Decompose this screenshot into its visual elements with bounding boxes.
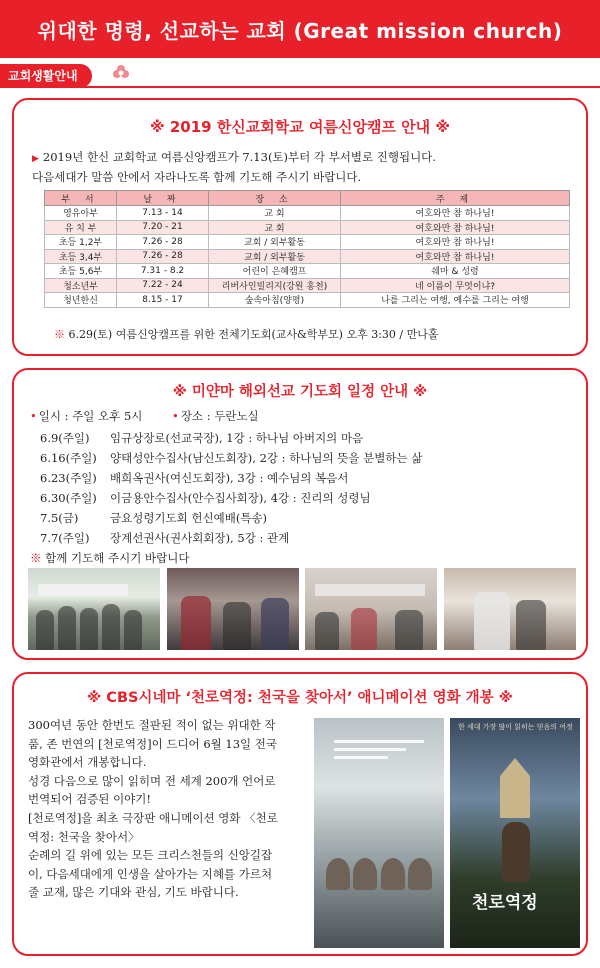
- cell-theme: 여호와만 참 하나님!: [341, 220, 570, 235]
- myanmar-info: [30, 408, 259, 424]
- cell-date: 7.20 - 21: [117, 220, 209, 235]
- table-row: [45, 293, 570, 308]
- myanmar-place: 장소 : 두란노실: [180, 409, 259, 423]
- paragraph-line: 순례의 길 위에 있는 모든 크리스천들의 신앙길잡: [28, 848, 273, 863]
- schedule-date: 6.16(주일): [40, 451, 97, 465]
- schedule-date: 7.7(주일): [40, 531, 90, 545]
- myanmar-heading: ※ 미얀마 해외선교 기도회 일정 안내 ※: [172, 384, 428, 400]
- list-item: [40, 448, 580, 468]
- table-row: [45, 206, 570, 221]
- intro-line-1: 2019년 한신 교회학교 여름신앙캠프가 7.13(토)부터 각 부서별로 진행됩니다.: [42, 150, 436, 164]
- list-item: [40, 468, 580, 488]
- cell-dept: 초등 1,2부: [45, 235, 117, 250]
- summer-camp-box: [12, 98, 588, 356]
- paragraph-line: 300여년 동안 한번도 절판된 적이 없는 위대한 작: [28, 718, 276, 732]
- schedule-date: 6.9(주일): [40, 431, 90, 445]
- cell-place: 숲속아침(양평): [209, 293, 341, 308]
- mission-photo: [28, 568, 160, 650]
- cell-place: 교회 / 외부활동: [209, 235, 341, 250]
- cell-date: 8.15 - 17: [117, 293, 209, 308]
- schedule-text: 배희옥권사(여신도회장), 3강 : 예수님의 복음서: [110, 471, 349, 485]
- header-banner: [0, 0, 600, 58]
- schedule-text: 이금용안수집사(안수집사회장), 4강 : 진리의 성령님: [110, 491, 371, 505]
- table-row: [45, 249, 570, 264]
- movie-poster-back: [314, 718, 444, 948]
- intro-line-2: 다음세대가 말씀 안에서 자라나도록 함께 기도해 주시기 바랍니다.: [32, 170, 362, 184]
- camp-prayer-note: [54, 326, 438, 342]
- list-item: [40, 528, 580, 548]
- cell-theme: 여호와만 참 하나님!: [341, 206, 570, 221]
- cell-place: 어린이 은혜캠프: [209, 264, 341, 279]
- summer-camp-intro: [32, 148, 572, 186]
- list-item: [40, 428, 580, 448]
- cell-date: 7.22 - 24: [117, 278, 209, 293]
- movie-description: [28, 716, 310, 902]
- camp-schedule-table: [44, 190, 570, 308]
- cell-dept: 유 치 부: [45, 220, 117, 235]
- mission-photo: [167, 568, 299, 650]
- column-header: 주 제: [341, 191, 570, 206]
- cell-date: 7.26 - 28: [117, 235, 209, 250]
- myanmar-time: 일시 : 주일 오후 5시: [38, 409, 143, 423]
- cell-place: 리버사인빌리지(강원 홍천): [209, 278, 341, 293]
- movie-heading: ※ CBS시네마 ‘천로역정: 천국을 찾아서’ 애니메이션 영화 개봉 ※: [87, 690, 513, 706]
- prayer-text: 함께 기도해 주시기 바랍니다: [45, 551, 190, 565]
- cell-theme: 여호와만 참 하나님!: [341, 249, 570, 264]
- column-header: 날 짜: [117, 191, 209, 206]
- paragraph-line: 번역되어 검증된 이야기!: [28, 792, 152, 807]
- cell-date: 7.26 - 28: [117, 249, 209, 264]
- myanmar-schedule: [40, 428, 580, 548]
- bullet-icon: •: [172, 409, 179, 423]
- cell-dept: 초등 3,4부: [45, 249, 117, 264]
- section-tag: [0, 64, 600, 88]
- paragraph-line: 성경 다음으로 많이 읽히며 전 세계 200개 언어로: [28, 773, 276, 788]
- table-row: [45, 220, 570, 235]
- table-row: [45, 235, 570, 250]
- list-item: [40, 508, 580, 528]
- cell-theme: 쉐마 & 성령: [341, 264, 570, 279]
- list-item: [40, 488, 580, 508]
- cell-date: 7.13 - 14: [117, 206, 209, 221]
- schedule-text: 임규상장로(선교국장), 1강 : 하나님 아버지의 마음: [110, 431, 364, 445]
- cell-place: 교회 / 외부활동: [209, 249, 341, 264]
- cell-date: 7.31 - 8.2: [117, 264, 209, 279]
- cell-place: 교 회: [209, 206, 341, 221]
- schedule-date: 6.23(주일): [40, 471, 97, 485]
- poster-tagline: 한 세대 가장 많이 읽히는 믿음의 여정: [458, 723, 573, 731]
- schedule-text: 장계선권사(권사회회장), 5강 : 관계: [110, 531, 290, 545]
- camp-note-text: 6.29(토) 여름신앙캠프를 위한 전체기도회(교사&학부모) 오후 3:30 / 만나홀: [68, 328, 439, 341]
- mission-photo-strip: [28, 568, 576, 650]
- cell-theme: 네 이름이 무엇이냐?: [341, 278, 570, 293]
- table-row: [45, 264, 570, 279]
- bullet-icon: •: [30, 409, 37, 423]
- schedule-date: 6.30(주일): [40, 491, 97, 505]
- paragraph-line: 이, 다음세대에게 인생을 살아가는 지혜를 가르쳐: [28, 866, 273, 881]
- paragraph-line: [천로역정]을 최초 극장판 애니메이션 영화 〈천로: [28, 810, 278, 825]
- paragraph-line: 줄 교재, 많은 기대와 관심, 기도 바랍니다.: [28, 885, 239, 900]
- paragraph-line: 영화관에서 개봉합니다.: [28, 755, 147, 770]
- mission-photo: [444, 568, 576, 650]
- table-header-row: [45, 191, 570, 206]
- schedule-date: 7.5(금): [40, 511, 79, 525]
- summer-camp-heading: ※ 2019 한신교회학교 여름신앙캠프 안내 ※: [150, 118, 450, 136]
- column-header: 부 서: [45, 191, 117, 206]
- section-tag-label: 교회생활안내: [0, 64, 92, 88]
- paragraph-line: 품, 존 번연의 [천로역정]이 드디어 6월 13일 전국: [28, 736, 278, 751]
- cell-dept: 청년한신: [45, 293, 117, 308]
- movie-release-box: [12, 672, 588, 956]
- schedule-text: 양태성안수집사(남신도회장), 2강 : 하나님의 뜻을 분별하는 삶: [110, 451, 423, 465]
- cell-place: 교 회: [209, 220, 341, 235]
- section-divider: [0, 86, 600, 88]
- movie-poster-front: [450, 718, 580, 948]
- myanmar-prayer-request: [30, 550, 189, 566]
- paragraph-line: 역정: 천국을 찾아서〉: [28, 829, 140, 844]
- banner-title: 위대한 명령, 선교하는 교회 (Great mission church): [37, 18, 563, 43]
- reference-mark-icon: ※: [54, 328, 69, 341]
- column-header: 장 소: [209, 191, 341, 206]
- schedule-text: 금요성령기도회 헌신예배(특송): [110, 511, 268, 525]
- triangle-bullet-icon: ▶: [32, 154, 39, 164]
- table-row: [45, 278, 570, 293]
- castle-illustration: [500, 758, 530, 818]
- cell-dept: 청소년부: [45, 278, 117, 293]
- pilgrim-illustration: [502, 822, 530, 882]
- myanmar-mission-box: [12, 368, 588, 660]
- reference-mark-icon: ※: [30, 551, 46, 565]
- mission-photo: [305, 568, 437, 650]
- cell-dept: 초등 5,6부: [45, 264, 117, 279]
- cell-dept: 영유아부: [45, 206, 117, 221]
- flower-icon: [112, 64, 130, 82]
- poster-title: 천로역정: [472, 893, 538, 913]
- cell-theme: 나를 그리는 여행, 예수를 그리는 여행: [341, 293, 570, 308]
- cell-theme: 여호와만 참 하나님!: [341, 235, 570, 250]
- movie-posters: [314, 718, 580, 948]
